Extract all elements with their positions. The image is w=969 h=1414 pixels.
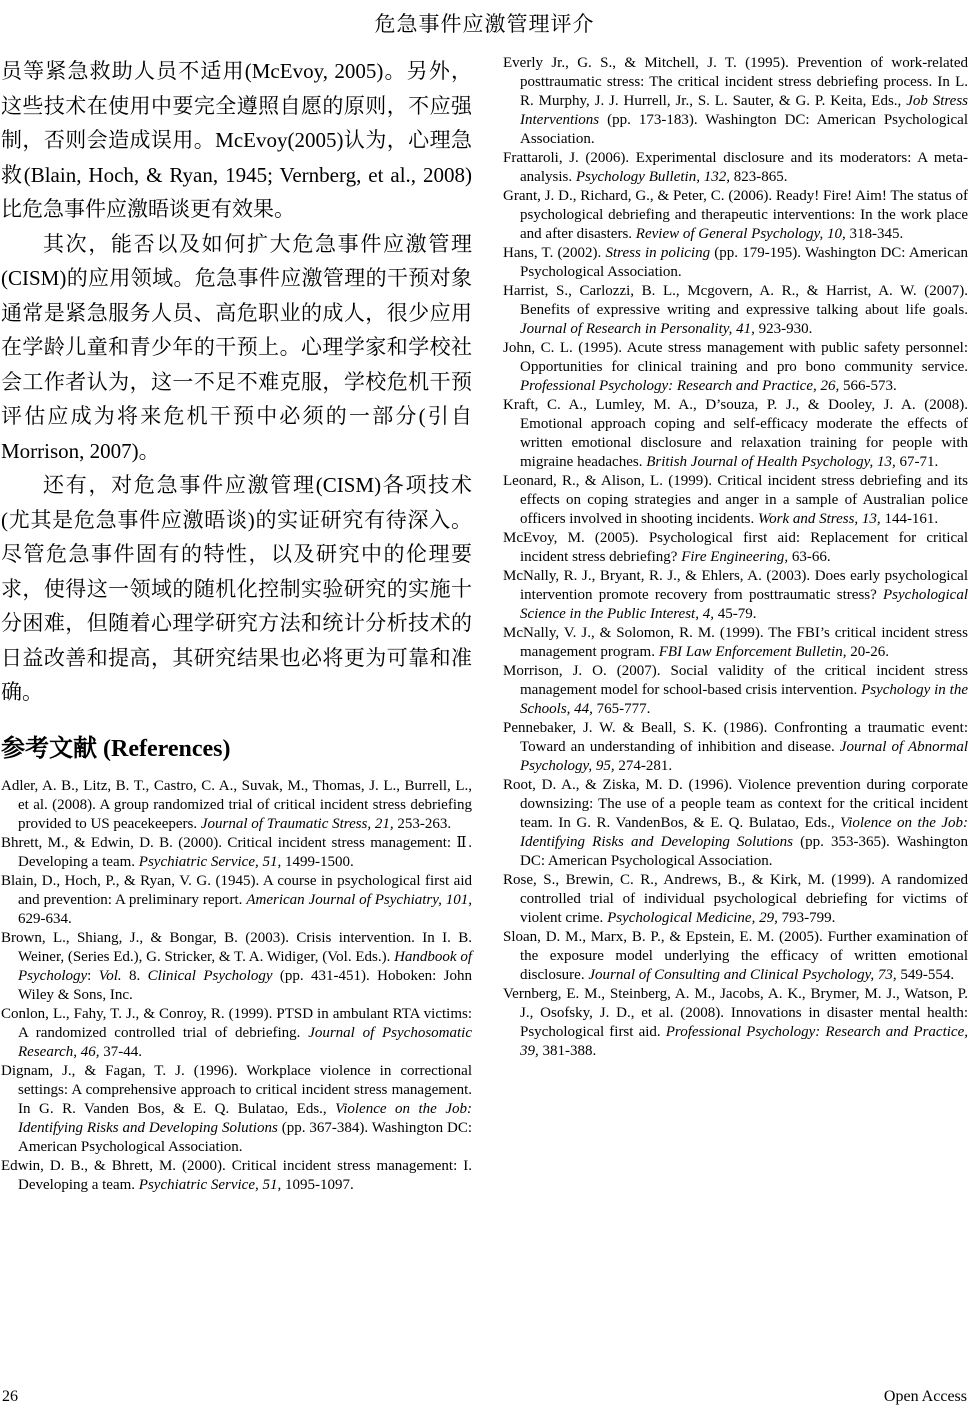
- reference-item: Root, D. A., & Ziska, M. D. (1996). Violence prevention during corporate downsizing: The use of a people team as context for the critical incident team. In G. R. VandenBos, & E. Q. Bulatao, Eds., Violence on the Job: Identifying Risks and Developing Solutions (pp. 353-365). Washington DC: American Psychological Association.: [503, 777, 969, 869]
- reference-item: Sloan, D. M., Marx, B. P., & Epstein, E. M. (2005). Further examination of the exposure model underlying the efficacy of written emotional disclosure. Journal of Consulting and Clinical Psychology, 73, 549-554.: [503, 929, 968, 983]
- reference-item: Grant, J. D., Richard, G., & Peter, C. (2006). Ready! Fire! Aim! The status of psychological debriefing and therapeutic interventions: In the work place and after disasters. Review of General Psychology, 10, 318-345.: [503, 188, 968, 242]
- reference-item: Bhrett, M., & Edwin, D. B. (2000). Critical incident stress management: Ⅱ. Developing a team. Psychiatric Service, 51, 1499-1500.: [1, 834, 472, 870]
- right-column: [503, 54, 968, 1195]
- reference-item: Adler, A. B., Litz, B. T., Castro, C. A., Suvak, M., Thomas, J. L., Burrell, L., et al. (2008). A group randomized trial of critical incident stress debriefing provided to US peacekeepers. Journal of Traumatic Stress, 21, 253-263.: [1, 777, 472, 832]
- reference-item: McNally, V. J., & Solomon, R. M. (1999). The FBI’s critical incident stress management program. FBI Law Enforcement Bulletin, 20-26.: [503, 625, 968, 660]
- reference-item: Hans, T. (2002). Stress in policing (pp. 179-195). Washington DC: American Psychological Association.: [503, 245, 968, 280]
- reference-item: McNally, R. J., Bryant, R. J., & Ehlers, A. (2003). Does early psychological intervention promote recovery from posttraumatic stress? Psychological Science in the Public Interest, 4, 45-79.: [503, 568, 968, 622]
- left-column: [1, 54, 472, 1195]
- page-footer: [2, 1388, 967, 1406]
- reference-item: Blain, D., Hoch, P., & Ryan, V. G. (1945). A course in psychological first aid and prevention: A preliminary report. American Journal of Psychiatry, 101, 629-634.: [1, 872, 472, 927]
- body-paragraph: 员等紧急救助人员不适用(McEvoy, 2005)。另外，这些技术在使用中要完全遵照自愿的原则，不应强制，否则会造成误用。McEvoy(2005)认为，心理急救(Blain, Hoch, & Ryan, 1945; Vernberg, et al., 2008)比危急事件应激晤谈更有效果。: [1, 59, 472, 221]
- reference-item: Brown, L., Shiang, J., & Bongar, B. (2003). Crisis intervention. In I. B. Weiner, (Series Ed.), G. Stricker, & T. A. Widiger, (Vol. Eds.). Handbook of Psychology: Vol. 8. Clinical Psychology (pp. 431-451). Hoboken: John Wiley & Sons, Inc.: [1, 929, 473, 1003]
- reference-item: Dignam, J., & Fagan, T. J. (1996). Workplace violence in correctional settings: A comprehensive approach to critical incident stress management. In G. R. Vanden Bos, & E. Q. Bulatao, Eds., Violence on the Job: Identifying Risks and Developing Solutions (pp. 367-384). Washington DC: American Psychological Association.: [1, 1062, 472, 1155]
- reference-list-left: [1, 777, 472, 1195]
- page-number: 26: [2, 1388, 18, 1405]
- open-access-label: Open Access: [883, 1388, 967, 1405]
- reference-item: McEvoy, M. (2005). Psychological first aid: Replacement for critical incident stress debriefing? Fire Engineering, 63-66.: [503, 530, 968, 565]
- reference-item: Conlon, L., Fahy, T. J., & Conroy, R. (1999). PTSD in ambulant RTA victims: A randomized controlled trial of debriefing. Journal of Psychosomatic Research, 46, 37-44.: [1, 1005, 472, 1060]
- reference-item: Rose, S., Brewin, C. R., Andrews, B., & Kirk, M. (1999). A randomized controlled trial of individual psychological debriefing for victims of violent crime. Psychological Medicine, 29, 793-799.: [503, 872, 968, 926]
- references-heading: 参考文献 (References): [1, 735, 231, 762]
- reference-item: Pennebaker, J. W. & Beall, S. K. (1986). Confronting a traumatic event: Toward an understanding of inhibition and disease. Journal of Abnormal Psychology, 95, 274-281.: [503, 720, 968, 774]
- reference-item: Everly Jr., G. S., & Mitchell, J. T. (1995). Prevention of work-related posttraumatic stress: The critical incident stress debriefing process. In L. R. Murphy, J. J. Hurrell, Jr., S. L. Sauter, & G. P. Keita, Eds., Job Stress Interventions (pp. 173-183). Washington DC: American Psychological Association.: [503, 55, 968, 147]
- two-column-layout: [0, 54, 969, 1195]
- reference-item: Harrist, S., Carlozzi, B. L., Mcgovern, A. R., & Harrist, A. W. (2007). Benefits of expressive writing and expressive talking about life goals. Journal of Research in Personality, 41, 923-930.: [503, 283, 968, 337]
- reference-item: Vernberg, E. M., Steinberg, A. M., Jacobs, A. K., Brymer, M. J., Watson, P. J., Osofsky, J. D., et al. (2008). Innovations in disaster mental health: Psychological first aid. Professional Psychology: Research and Practice, 39, 381-388.: [503, 986, 968, 1059]
- reference-item: Frattaroli, J. (2006). Experimental disclosure and its moderators: A meta-analysis. Psychology Bulletin, 132, 823-865.: [503, 150, 968, 185]
- reference-item: Leonard, R., & Alison, L. (1999). Critical incident stress debriefing and its effects on coping strategies and anger in a sample of Australian police officers involved in shooting incidents. Work and Stress, 13, 144-161.: [503, 473, 968, 527]
- reference-item: Edwin, D. B., & Bhrett, M. (2000). Critical incident stress management: I. Developing a team. Psychiatric Service, 51, 1095-1097.: [1, 1157, 472, 1193]
- reference-item: Morrison, J. O. (2007). Social validity of the critical incident stress management model for school-based crisis intervention. Psychology in the Schools, 44, 765-777.: [503, 663, 968, 717]
- page-title: 危急事件应激管理评介: [374, 12, 595, 36]
- reference-item: John, C. L. (1995). Acute stress management with public safety personnel: Opportunities for clinical training and pro bono community service. Professional Psychology: Research and Practice, 26, 566-573.: [503, 340, 968, 394]
- body-paragraph: 还有，对危急事件应激管理(CISM)各项技术(尤其是危急事件应激晤谈)的实证研究有待深入。尽管危急事件固有的特性，以及研究中的伦理要求，使得这一领域的随机化控制实验研究的实施十分困难，但随着心理学研究方法和统计分析技术的日益改善和提高，其研究结果也必将更为可靠和准确。: [1, 473, 472, 704]
- reference-item: Kraft, C. A., Lumley, M. A., D’souza, P. J., & Dooley, J. A. (2008). Emotional approach coping and self-efficacy moderate the effects of written emotional disclosure and relaxation training for people with migraine headaches. British Journal of Health Psychology, 13, 67-71.: [503, 397, 968, 470]
- body-paragraph: 其次，能否以及如何扩大危急事件应激管理(CISM)的应用领域。危急事件应激管理的干预对象通常是紧急服务人员、高危职业的成人，很少应用在学龄儿童和青少年的干预上。心理学家和学校社会工作者认为，这一不足不难克服，学校危机干预评估应成为将来危机干预中必须的一部分(引自 Morrison, 2007)。: [1, 231, 472, 463]
- chinese-body-text: [1, 54, 472, 710]
- reference-list-right: [503, 54, 968, 1061]
